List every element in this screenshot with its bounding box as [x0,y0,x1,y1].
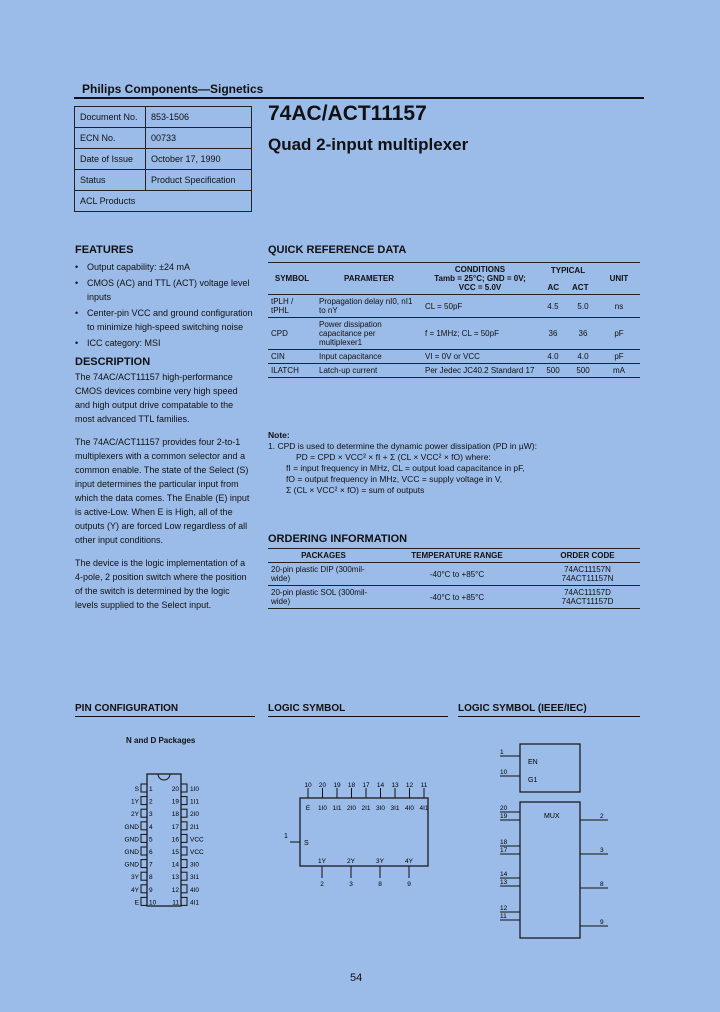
quickref-header-row [268,263,640,295]
pin-stub [141,809,147,817]
docinfo-row [75,107,252,128]
logic-output-label: 1Y [318,858,326,865]
feature-item: • CMOS (AC) and TTL (ACT) voltage level inputs [75,276,255,304]
pin-number-right: 18 [171,811,179,819]
logic-pin-label: 4I1 [419,805,429,812]
quickref-row: ILATCH Latch-up current Per Jedec JC40.2 Standard 17 500 500 mA [268,364,640,378]
ieee-symbol-diagram [496,740,616,940]
pin-label-right: 1I1 [190,798,200,806]
ic-notch [158,774,170,780]
note-line: fO = output frequency in MHz, VCC = supply voltage in V, [286,474,503,484]
ieee-control-block [520,744,580,792]
docinfo-footer: ACL Products [75,191,252,212]
note-line: PD = CPD × VCC² × fI + Σ (CL × VCC² × fO) where: [296,452,491,462]
pin-number-left: 6 [149,849,153,856]
logic-pin-number: 13 [391,782,399,789]
ieee-input-number: 1 [500,749,504,756]
logic-output-number: 9 [407,881,411,888]
docinfo-value: Product Specification [146,170,252,191]
pin-stub [181,860,187,868]
pin-stub [181,822,187,830]
logicsymbol-heading: LOGIC SYMBOL [268,703,346,714]
logic-output-number: 8 [378,881,382,888]
logic-pin-label: E [305,805,311,812]
company-name: Philips Components—Signetics [82,82,264,96]
ordering-row: 20-pin plastic DIP (300mil-wide) -40°C to +85°C 74AC11157N 74ACT11157N [268,563,640,586]
pin-label-right: 3I1 [190,874,200,882]
col-unit: UNIT [598,263,640,295]
pin-stub [181,872,187,880]
logic-pin-number: 12 [405,782,414,789]
docinfo-label: Date of Issue [75,149,146,170]
ieee-output-number: 9 [600,919,604,926]
ieee-input-number: 14 [500,871,508,878]
pin-number-right: 15 [171,849,179,856]
docinfo-label: ECN No. [75,128,146,149]
pin-number-left: 1 [149,786,153,793]
description-para: The 74AC/ACT11157 high-performance CMOS devices combine very high speed and high output drive compatable to the most advanced TTL families. [75,372,238,424]
pin-label-left: E [134,899,139,907]
pin-number-left: 7 [149,861,153,869]
pin-label-left: GND [124,861,139,869]
pin-stub [141,860,147,868]
logic-pin-number: 11 [420,782,428,789]
pin-label-right: 4I0 [190,886,200,894]
pin-label-left: 1Y [131,798,139,806]
pin-label-left: GND [124,823,139,831]
pin-label-right: 2I0 [190,811,200,819]
quickref-heading: QUICK REFERENCE DATA [268,244,407,256]
logic-output-pins [318,858,414,888]
features-heading: FEATURES [75,244,134,256]
logic-pin-number: 10 [304,782,312,789]
pin-number-left: 3 [149,811,153,819]
pin-number-right: 13 [171,874,179,882]
logic-pin-label: 3I0 [375,805,386,812]
ordering-table [268,548,640,609]
logic-output-label: 2Y [347,858,355,865]
logic-output-number: 3 [349,881,353,888]
description-para: The 74AC/ACT11157 provides four 2-to-1 multiplexers with a common selector and a common enable. The state of the Select (S) input determines the particular input from which the data comes. The Enable (E) input is active-Low. When E is High, all of the outputs (Y) are forced Low regardless of all other input conditions. [75,437,250,545]
col-symbol: SYMBOL [268,263,316,295]
ieee-output-number: 8 [600,881,604,888]
ieee-inputs [500,749,520,920]
ieee-mux-block [520,802,580,938]
ieee-output-number: 3 [600,847,604,854]
feature-item: • Output capability: ±24 mA [75,260,255,274]
pinconfig-heading: PIN CONFIGURATION [75,703,179,714]
pin-label-right: 3I0 [190,861,200,869]
select-pin-label: S [304,840,309,847]
quickref-row: CPD Power dissipation capacitance per multiplexer1 f = 1MHz; CL = 50pF 36 36 pF [268,318,640,350]
pin-stub [141,885,147,893]
docinfo-row [75,128,252,149]
pin-label-left: S [134,786,139,793]
col-typical: TYPICAL AC ACT [538,263,598,295]
pin-stub [141,847,147,855]
logic-output-number: 2 [320,881,324,888]
ieee-input-number: 19 [500,813,508,820]
logic-pin-label: 2I1 [361,805,371,812]
logic-pin-number: 14 [376,782,385,789]
note-line: 1. CPD is used to determine the dynamic power dissipation (PD in µW): [268,441,537,451]
pin-number-left: 4 [149,823,153,831]
ieee-input-number: 13 [500,879,508,886]
ieee-input-number: 17 [500,847,508,854]
pin-number-right: 16 [171,836,179,844]
docinfo-label: Status [75,170,146,191]
docinfo-value: 00733 [146,128,252,149]
document-info-table [74,106,252,212]
left-column [75,244,255,612]
pin-stub [141,822,147,830]
pin-stub [141,897,147,905]
ieee-g-label: G1 [528,777,538,784]
pins-right [172,784,204,906]
col-parameter: PARAMETER [316,263,422,295]
logic-pin-label: 2I0 [346,805,357,812]
pin-label-right: 1I0 [190,786,200,793]
feature-item: • ICC category: MSI [75,336,255,350]
logic-pin-label: 1I1 [332,805,342,812]
description-para: The device is the logic implementation of a 4-pole, 2 position switch where the position of the switch is determined by the logic levels supplied to the Select input. [75,558,247,610]
pin-label-left: 4Y [131,886,139,894]
pin-number-right: 12 [171,886,179,894]
pin-number-right: 11 [172,899,179,907]
quickref-row: tPLH / tPHL Propagation delay nI0, nI1 to nY CL = 50pF 4.5 5.0 ns [268,295,640,318]
pin-label-left: 2Y [131,811,139,819]
pins-left [125,784,157,906]
pinconfig-subheading: N and D Packages [126,736,196,745]
docinfo-value: 853-1506 [146,107,252,128]
col-conditions: CONDITIONS Tamb = 25°C; GND = 0V; VCC = 5.0V [422,263,538,295]
ordering-header-row: PACKAGES TEMPERATURE RANGE ORDER CODE [268,549,640,563]
docinfo-row [75,170,252,191]
logic-pin-number: 20 [318,782,327,789]
ieee-input-number: 12 [500,905,508,912]
ieee-heading: LOGIC SYMBOL (IEEE/IEC) [458,703,587,714]
pin-stub [181,897,187,905]
pin-stub [181,797,187,805]
ieee-input-number: 18 [500,839,508,846]
docinfo-value: October 17, 1990 [146,149,252,170]
product-title: 74AC/ACT11157 [268,102,427,125]
ieee-input-number: 11 [500,913,507,920]
logic-pin-label: 3I1 [390,805,400,812]
pin-stub [181,847,187,855]
ieee-input-number: 20 [500,805,508,812]
logic-output-label: 4Y [405,858,413,865]
pin-label-right: VCC [190,836,204,844]
quickref-table [268,262,640,378]
pin-number-right: 14 [171,861,179,869]
pin-number-left: 8 [149,874,153,882]
select-pin-number: 1 [284,833,288,840]
pin-number-left: 5 [149,836,153,844]
pin-label-left: GND [124,849,139,856]
ieee-outputs [580,813,608,926]
pin-stub [141,797,147,805]
pin-stub [141,784,147,792]
docinfo-label: Document No. [75,107,146,128]
logic-pin-number: 17 [362,782,370,789]
logicsymbol-rule [268,716,448,717]
ordering-row: 20-pin plastic SOL (300mil-wide) -40°C to +85°C 74AC11157D 74ACT11157D [268,586,640,609]
feature-item: • Center-pin VCC and ground configuration to minimize high-speed switching noise [75,306,255,334]
description-heading: DESCRIPTION [75,356,151,368]
pin-label-right: 2I1 [190,823,200,831]
logic-pin-label: 1I0 [317,805,328,812]
docinfo-row [75,191,252,212]
logic-output-label: 3Y [376,858,384,865]
note-block [268,430,640,496]
ieee-output-number: 2 [600,813,604,820]
pin-label-left: GND [124,836,139,844]
logic-symbol-diagram [284,780,450,900]
pin-label-right: 4I1 [190,899,200,907]
logic-pin-label: 4I0 [404,805,415,812]
ieee-en-label: EN [528,759,538,766]
features-list [75,260,255,350]
header-rule [74,97,644,99]
page-number: 54 [350,972,363,984]
logic-pin-number: 18 [347,782,356,789]
pinconfig-rule [75,716,255,717]
logic-top-pins [304,782,429,812]
pin-number-left: 9 [149,886,153,894]
pin-label-right: VCC [190,849,204,856]
ieee-rule [458,716,640,717]
quickref-row: CIN Input capacitance VI = 0V or VCC 4.0 4.0 pF [268,350,640,364]
ieee-mux-label: MUX [544,813,560,820]
pin-number-right: 20 [171,786,179,793]
ieee-input-number: 10 [500,769,508,776]
note-heading: Note: [268,430,290,440]
product-subtitle: Quad 2-input multiplexer [268,135,469,154]
docinfo-row [75,149,252,170]
ordering-heading: ORDERING INFORMATION [268,533,408,545]
note-line: fI = input frequency in MHz, CL = output load capacitance in pF, [286,463,525,473]
logic-pin-number: 19 [333,782,341,789]
pin-number-right: 17 [171,823,179,831]
pin-number-right: 19 [171,798,179,806]
pin-stub [181,784,187,792]
note-line: Σ (CL × VCC² × fO) = sum of outputs [286,485,425,495]
pin-stub [141,834,147,842]
pin-stub [181,885,187,893]
pin-number-left: 10 [149,899,157,907]
pin-stub [181,834,187,842]
pin-number-left: 2 [149,798,153,806]
pin-label-left: 3Y [131,874,139,882]
pin-stub [141,872,147,880]
pin-stub [181,809,187,817]
pin-diagram [110,770,230,910]
